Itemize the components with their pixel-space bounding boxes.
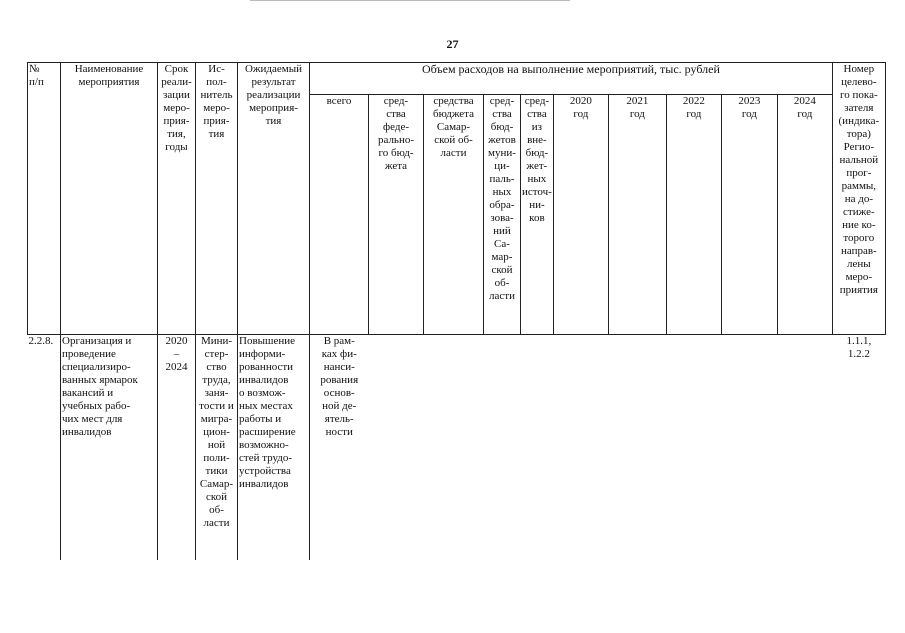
header-result: Ожидаемый результат реализации мероприя- тия: [238, 63, 310, 335]
row-executor: Мини- стер- ство труда, заня- тости и мигра- цион- ной поли- тики Самар- ской об- ласти: [196, 335, 238, 560]
header-sub-2022: 2022 год: [666, 95, 721, 335]
row-2021: [608, 335, 666, 560]
row-name: Организация и проведение специализиро- ванных ярмарок вакансий и учебных рабо- чих мест для инвалидов: [61, 335, 158, 560]
header-sub-total: всего: [310, 95, 369, 335]
header-sub-federal: сред- ства феде- рально- го бюд- жета: [369, 95, 424, 335]
row-2020: [553, 335, 608, 560]
header-sub-2023: 2023 год: [721, 95, 777, 335]
row-term: 2020 – 2024: [158, 335, 196, 560]
expenses-table: [27, 62, 886, 560]
header-sub-municipal: сред- ства бюд- жетов муни- ци- паль- ных обра- зова- ний Са- мар- ской об- ласти: [484, 95, 521, 335]
row-2022: [666, 335, 721, 560]
row-2024: [777, 335, 832, 560]
header-sub-2021: 2021 год: [608, 95, 666, 335]
row-extrabudget: [521, 335, 554, 560]
header-executor: Ис- пол- нитель меро- прия- тия: [196, 63, 238, 335]
scan-edge-line: [250, 0, 570, 1]
row-result: Повышение информи- рованности инвалидов о возмож- ных местах работы и расширение возможно- стей трудо- устройства инвалидов: [238, 335, 310, 560]
row-regional: [424, 335, 484, 560]
header-expenses: Объем расходов на выполнение мероприятий, тыс. рублей: [310, 63, 833, 95]
header-indicator: Номер целево- го пока- зателя (индика- тора) Регио- нальной прог- раммы, на до- стиже- ние ко- торого направ- лены меро- приятия: [832, 63, 885, 335]
table-row: [28, 335, 886, 560]
row-municipal: [484, 335, 521, 560]
header-sub-2024: 2024 год: [777, 95, 832, 335]
header-name: Наименование мероприятия: [61, 63, 158, 335]
row-num: 2.2.8.: [28, 335, 61, 560]
header-sub-2020: 2020 год: [553, 95, 608, 335]
page-number: 27: [446, 37, 459, 51]
header-num: № п/п: [28, 63, 61, 335]
header-row-1: [28, 63, 886, 95]
header-sub-regional: средства бюджета Самар- ской об- ласти: [424, 95, 484, 335]
header-sub-extrabudget: сред- ства из вне- бюд- жет- ных источ- ни- ков: [521, 95, 554, 335]
row-total: В рам- ках фи- нанси- рования основ- ной де- ятель- ности: [320, 335, 359, 438]
header-term: Срок реали- зации меро- прия- тия, годы: [158, 63, 196, 335]
row-indicator: 1.1.1, 1.2.2: [846, 335, 872, 360]
row-federal: [369, 335, 424, 560]
row-2023: [721, 335, 777, 560]
